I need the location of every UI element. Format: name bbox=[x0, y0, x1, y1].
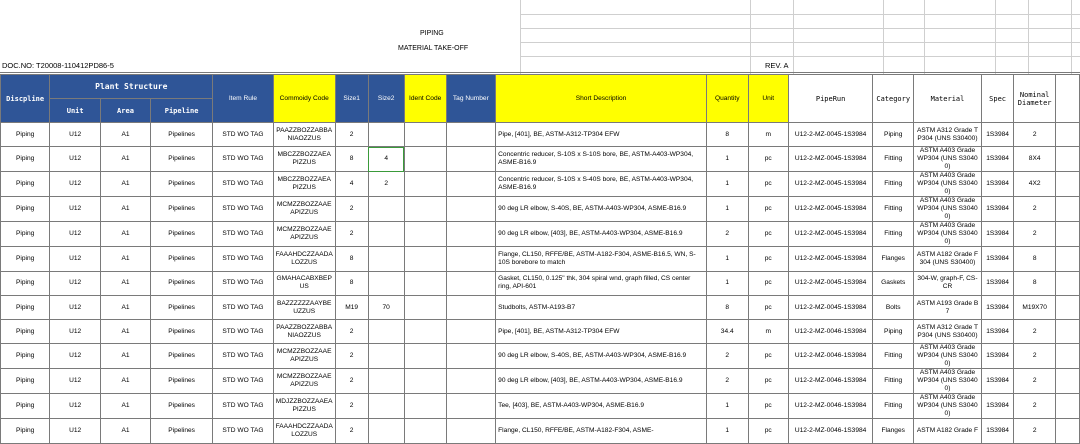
cell-piperun[interactable]: U12-2-MZ-0045-1S3984 bbox=[788, 222, 872, 247]
col-size2[interactable]: Size2 bbox=[368, 75, 404, 123]
cell-tag-number[interactable] bbox=[446, 197, 496, 222]
cell-commodity-code[interactable]: MCMZZBOZZAAEAPIZZUS bbox=[273, 369, 335, 394]
cell-unit[interactable]: U12 bbox=[50, 222, 101, 247]
col-size1[interactable]: Size1 bbox=[335, 75, 368, 123]
cell-size2[interactable]: 2 bbox=[368, 172, 404, 197]
col-item-rule[interactable]: Item Rule bbox=[213, 75, 273, 123]
cell-size2[interactable] bbox=[368, 222, 404, 247]
cell-item-rule[interactable]: STD WO TAG bbox=[213, 123, 273, 147]
cell-unit[interactable]: U12 bbox=[50, 247, 101, 271]
cell-size1[interactable]: 2 bbox=[335, 369, 368, 394]
cell-extra[interactable] bbox=[1055, 295, 1079, 319]
col-discipline[interactable]: Discpline bbox=[1, 75, 50, 123]
cell-tag-number[interactable] bbox=[446, 247, 496, 271]
cell-unit-of-measure[interactable]: pc bbox=[748, 271, 788, 295]
col-ident-code[interactable]: Ident Code bbox=[404, 75, 446, 123]
col-category[interactable]: Category bbox=[873, 75, 914, 123]
cell-pipeline[interactable]: Pipelines bbox=[150, 247, 212, 271]
col-pipeline[interactable]: Pipeline bbox=[150, 99, 212, 123]
table-row bbox=[1, 419, 1080, 443]
cell-nominal-diameter[interactable]: 2 bbox=[1014, 394, 1056, 419]
cell-discipline[interactable]: Piping bbox=[1, 344, 50, 369]
cell-pipeline[interactable]: Pipelines bbox=[150, 344, 212, 369]
table-row bbox=[1, 172, 1080, 197]
cell-category[interactable]: Fitting bbox=[873, 369, 914, 394]
cell-piperun[interactable]: U12-2-MZ-0046-1S3984 bbox=[788, 320, 872, 344]
mto-table bbox=[0, 74, 1080, 444]
table-row bbox=[1, 369, 1080, 394]
cell-spec[interactable]: 1S3984 bbox=[981, 147, 1013, 172]
cell-ident-code[interactable] bbox=[404, 247, 446, 271]
cell-quantity[interactable]: 34.4 bbox=[706, 320, 748, 344]
cell-material[interactable]: ASTM A403 Grade WP304 (UNS S30400) bbox=[914, 222, 982, 247]
col-unit[interactable]: Unit bbox=[748, 75, 788, 123]
cell-tag-number[interactable] bbox=[446, 123, 496, 147]
cell-area[interactable]: A1 bbox=[101, 295, 151, 319]
cell-size1[interactable]: 2 bbox=[335, 123, 368, 147]
sheet-subtitle: MATERIAL TAKE-OFF bbox=[398, 45, 469, 52]
cell-unit-of-measure[interactable]: m bbox=[748, 123, 788, 147]
col-quantity[interactable]: Quantity bbox=[706, 75, 748, 123]
cell-nominal-diameter[interactable]: 4X2 bbox=[1014, 172, 1056, 197]
cell-spec[interactable]: 1S3984 bbox=[981, 247, 1013, 271]
cell-size1[interactable]: 2 bbox=[335, 419, 368, 443]
cell-spec[interactable]: 1S3984 bbox=[981, 394, 1013, 419]
cell-short-description[interactable]: 90 deg LR elbow, S-40S, BE, ASTM-A403-WP304, ASME-B16.9 bbox=[496, 344, 707, 369]
cell-nominal-diameter[interactable]: 2 bbox=[1014, 123, 1056, 147]
cell-area[interactable]: A1 bbox=[101, 271, 151, 295]
cell-size2[interactable] bbox=[368, 247, 404, 271]
cell-material[interactable]: ASTM A312 Grade TP304 (UNS S30400) bbox=[914, 320, 982, 344]
cell-extra[interactable] bbox=[1055, 147, 1079, 172]
cell-tag-number[interactable] bbox=[446, 419, 496, 443]
cell-piperun[interactable]: U12-2-MZ-0045-1S3984 bbox=[788, 123, 872, 147]
cell-size1[interactable]: 4 bbox=[335, 172, 368, 197]
cell-item-rule[interactable]: STD WO TAG bbox=[213, 369, 273, 394]
cell-size1[interactable]: 8 bbox=[335, 271, 368, 295]
cell-discipline[interactable]: Piping bbox=[1, 197, 50, 222]
cell-material[interactable]: ASTM A403 Grade WP304 (UNS S30400) bbox=[914, 344, 982, 369]
cell-discipline[interactable]: Piping bbox=[1, 369, 50, 394]
cell-piperun[interactable]: U12-2-MZ-0045-1S3984 bbox=[788, 197, 872, 222]
cell-area[interactable]: A1 bbox=[101, 147, 151, 172]
cell-category[interactable]: Bolts bbox=[873, 295, 914, 319]
cell-pipeline[interactable]: Pipelines bbox=[150, 419, 212, 443]
cell-material[interactable]: 304-W, graph-F, CS-CR bbox=[914, 271, 982, 295]
cell-spec[interactable]: 1S3984 bbox=[981, 369, 1013, 394]
cell-extra[interactable] bbox=[1055, 222, 1079, 247]
cell-extra[interactable] bbox=[1055, 247, 1079, 271]
cell-size2[interactable]: 70 bbox=[368, 295, 404, 319]
cell-short-description[interactable]: Pipe, [401], BE, ASTM-A312-TP304 EFW bbox=[496, 320, 707, 344]
cell-piperun[interactable]: U12-2-MZ-0046-1S3984 bbox=[788, 419, 872, 443]
cell-quantity[interactable]: 2 bbox=[706, 222, 748, 247]
cell-area[interactable]: A1 bbox=[101, 247, 151, 271]
cell-short-description[interactable]: 90 deg LR elbow, [403], BE, ASTM-A403-WP304, ASME-B16.9 bbox=[496, 222, 707, 247]
table-row bbox=[1, 344, 1080, 369]
title-area bbox=[0, 0, 1080, 74]
table-row bbox=[1, 147, 1080, 172]
cell-category[interactable]: Gaskets bbox=[873, 271, 914, 295]
cell-commodity-code[interactable]: MBCZZBOZZAEAPIZZUS bbox=[273, 147, 335, 172]
cell-tag-number[interactable] bbox=[446, 271, 496, 295]
cell-piperun[interactable]: U12-2-MZ-0045-1S3984 bbox=[788, 271, 872, 295]
cell-size1[interactable]: M19 bbox=[335, 295, 368, 319]
cell-tag-number[interactable] bbox=[446, 172, 496, 197]
cell-area[interactable]: A1 bbox=[101, 123, 151, 147]
cell-nominal-diameter[interactable]: 8 bbox=[1014, 271, 1056, 295]
col-spec[interactable]: Spec bbox=[981, 75, 1013, 123]
cell-pipeline[interactable]: Pipelines bbox=[150, 394, 212, 419]
cell-extra[interactable] bbox=[1055, 271, 1079, 295]
cell-commodity-code[interactable]: BAZZZZZZAAYBEUZZUS bbox=[273, 295, 335, 319]
cell-extra[interactable] bbox=[1055, 320, 1079, 344]
cell-item-rule[interactable]: STD WO TAG bbox=[213, 344, 273, 369]
cell-unit-of-measure[interactable]: pc bbox=[748, 344, 788, 369]
cell-pipeline[interactable]: Pipelines bbox=[150, 123, 212, 147]
col-tag-number[interactable]: Tag Number bbox=[446, 75, 496, 123]
cell-spec[interactable]: 1S3984 bbox=[981, 123, 1013, 147]
cell-size2[interactable] bbox=[368, 419, 404, 443]
cell-pipeline[interactable]: Pipelines bbox=[150, 369, 212, 394]
table-row bbox=[1, 222, 1080, 247]
cell-extra[interactable] bbox=[1055, 369, 1079, 394]
table-row bbox=[1, 247, 1080, 271]
cell-short-description[interactable]: Flange, CL150, RFFE/BE, ASTM-A182-F304, ASME-B16.5, WN, S-10S borebore to match bbox=[496, 247, 707, 271]
cell-tag-number[interactable] bbox=[446, 147, 496, 172]
cell-item-rule[interactable]: STD WO TAG bbox=[213, 247, 273, 271]
cell-item-rule[interactable]: STD WO TAG bbox=[213, 295, 273, 319]
cell-quantity[interactable]: 1 bbox=[706, 394, 748, 419]
col-area[interactable]: Area bbox=[101, 99, 151, 123]
cell-spec[interactable]: 1S3984 bbox=[981, 320, 1013, 344]
cell-spec[interactable]: 1S3984 bbox=[981, 197, 1013, 222]
cell-size2[interactable] bbox=[368, 394, 404, 419]
table-row bbox=[1, 295, 1080, 319]
cell-size1[interactable]: 2 bbox=[335, 344, 368, 369]
cell-extra[interactable] bbox=[1055, 419, 1079, 443]
cell-short-description[interactable]: Flange, CL150, RFFE/BE, ASTM-A182-F304, ASME- bbox=[496, 419, 707, 443]
col-commodity-code[interactable]: Commoidy Code bbox=[273, 75, 335, 123]
cell-item-rule[interactable]: STD WO TAG bbox=[213, 419, 273, 443]
cell-commodity-code[interactable]: MBCZZBOZZAEAPIZZUS bbox=[273, 172, 335, 197]
cell-ident-code[interactable] bbox=[404, 197, 446, 222]
cell-ident-code[interactable] bbox=[404, 344, 446, 369]
cell-spec[interactable]: 1S3984 bbox=[981, 172, 1013, 197]
cell-discipline[interactable]: Piping bbox=[1, 419, 50, 443]
cell-area[interactable]: A1 bbox=[101, 369, 151, 394]
doc-number: DOC.NO: T20008-110412PD86-5 bbox=[2, 61, 114, 70]
cell-size1[interactable]: 2 bbox=[335, 197, 368, 222]
cell-nominal-diameter[interactable]: 2 bbox=[1014, 222, 1056, 247]
cell-quantity[interactable]: 1 bbox=[706, 247, 748, 271]
cell-category[interactable]: Fitting bbox=[873, 222, 914, 247]
cell-pipeline[interactable]: Pipelines bbox=[150, 172, 212, 197]
cell-discipline[interactable]: Piping bbox=[1, 147, 50, 172]
cell-quantity[interactable]: 2 bbox=[706, 344, 748, 369]
cell-category[interactable]: Piping bbox=[873, 320, 914, 344]
cell-extra[interactable] bbox=[1055, 344, 1079, 369]
cell-category[interactable]: Piping bbox=[873, 123, 914, 147]
col-material[interactable]: Material bbox=[914, 75, 982, 123]
cell-commodity-code[interactable]: PAAZZBOZZABBANIAOZZUS bbox=[273, 320, 335, 344]
cell-ident-code[interactable] bbox=[404, 295, 446, 319]
cell-spec[interactable]: 1S3984 bbox=[981, 419, 1013, 443]
cell-size1[interactable]: 2 bbox=[335, 222, 368, 247]
cell-quantity[interactable]: 1 bbox=[706, 197, 748, 222]
cell-size1[interactable]: 8 bbox=[335, 147, 368, 172]
cell-short-description[interactable]: 90 deg LR elbow, [403], BE, ASTM-A403-WP304, ASME-B16.9 bbox=[496, 369, 707, 394]
cell-discipline[interactable]: Piping bbox=[1, 247, 50, 271]
cell-tag-number[interactable] bbox=[446, 320, 496, 344]
cell-piperun[interactable]: U12-2-MZ-0046-1S3984 bbox=[788, 344, 872, 369]
cell-discipline[interactable]: Piping bbox=[1, 123, 50, 147]
cell-area[interactable]: A1 bbox=[101, 197, 151, 222]
cell-short-description[interactable]: 90 deg LR elbow, S-40S, BE, ASTM-A403-WP304, ASME-B16.9 bbox=[496, 197, 707, 222]
cell-ident-code[interactable] bbox=[404, 320, 446, 344]
cell-commodity-code[interactable]: GMAHACABXBEPUS bbox=[273, 271, 335, 295]
cell-unit-of-measure[interactable]: pc bbox=[748, 147, 788, 172]
cell-piperun[interactable]: U12-2-MZ-0045-1S3984 bbox=[788, 172, 872, 197]
cell-category[interactable]: Fitting bbox=[873, 197, 914, 222]
cell-commodity-code[interactable]: PAAZZBOZZABBANIAOZZUS bbox=[273, 123, 335, 147]
cell-item-rule[interactable]: STD WO TAG bbox=[213, 147, 273, 172]
cell-nominal-diameter[interactable]: 8X4 bbox=[1014, 147, 1056, 172]
cell-size2[interactable] bbox=[368, 197, 404, 222]
cell-size2[interactable] bbox=[368, 344, 404, 369]
cell-category[interactable]: Fitting bbox=[873, 172, 914, 197]
cell-area[interactable]: A1 bbox=[101, 344, 151, 369]
cell-ident-code[interactable] bbox=[404, 394, 446, 419]
cell-quantity[interactable]: 1 bbox=[706, 147, 748, 172]
cell-quantity[interactable]: 1 bbox=[706, 271, 748, 295]
cell-nominal-diameter[interactable]: 2 bbox=[1014, 320, 1056, 344]
cell-area[interactable]: A1 bbox=[101, 320, 151, 344]
cell-piperun[interactable]: U12-2-MZ-0045-1S3984 bbox=[788, 147, 872, 172]
cell-commodity-code[interactable]: FAAAHDCZZAADALOZZUS bbox=[273, 419, 335, 443]
cell-unit[interactable]: U12 bbox=[50, 271, 101, 295]
cell-commodity-code[interactable]: MCMZZBOZZAAEAPIZZUS bbox=[273, 197, 335, 222]
cell-material[interactable]: ASTM A403 Grade WP304 (UNS S30400) bbox=[914, 369, 982, 394]
revision: REV. A bbox=[765, 61, 789, 70]
cell-area[interactable]: A1 bbox=[101, 394, 151, 419]
cell-material[interactable]: ASTM A403 Grade WP304 (UNS S30400) bbox=[914, 172, 982, 197]
cell-unit-of-measure[interactable]: pc bbox=[748, 419, 788, 443]
table-row bbox=[1, 320, 1080, 344]
cell-pipeline[interactable]: Pipelines bbox=[150, 295, 212, 319]
cell-unit-of-measure[interactable]: pc bbox=[748, 295, 788, 319]
table-row bbox=[1, 394, 1080, 419]
col-plant-structure[interactable]: Plant Structure bbox=[50, 75, 213, 99]
cell-size1[interactable]: 8 bbox=[335, 247, 368, 271]
cell-category[interactable]: Flanges bbox=[873, 247, 914, 271]
cell-unit[interactable]: U12 bbox=[50, 172, 101, 197]
cell-ident-code[interactable] bbox=[404, 222, 446, 247]
table-row bbox=[1, 123, 1080, 147]
cell-size2[interactable] bbox=[368, 369, 404, 394]
cell-discipline[interactable]: Piping bbox=[1, 295, 50, 319]
cell-unit-of-measure[interactable]: pc bbox=[748, 247, 788, 271]
cell-tag-number[interactable] bbox=[446, 394, 496, 419]
cell-unit[interactable]: U12 bbox=[50, 320, 101, 344]
cell-tag-number[interactable] bbox=[446, 222, 496, 247]
cell-size2[interactable]: 4 bbox=[368, 147, 404, 172]
cell-material[interactable]: ASTM A193 Grade B7 bbox=[914, 295, 982, 319]
cell-discipline[interactable]: Piping bbox=[1, 172, 50, 197]
cell-size1[interactable]: 2 bbox=[335, 320, 368, 344]
col-unit-sub[interactable]: Unit bbox=[50, 99, 101, 123]
cell-tag-number[interactable] bbox=[446, 295, 496, 319]
cell-material[interactable]: ASTM A403 Grade WP304 (UNS S30400) bbox=[914, 147, 982, 172]
cell-unit[interactable]: U12 bbox=[50, 295, 101, 319]
cell-material[interactable]: ASTM A182 Grade F bbox=[914, 419, 982, 443]
cell-category[interactable]: Flanges bbox=[873, 419, 914, 443]
cell-commodity-code[interactable]: MCMZZBOZZAAEAPIZZUS bbox=[273, 222, 335, 247]
cell-piperun[interactable]: U12-2-MZ-0046-1S3984 bbox=[788, 394, 872, 419]
cell-size2[interactable] bbox=[368, 123, 404, 147]
cell-short-description[interactable]: Gasket, CL150, 0.125" thk, 304 spiral wnd, graph filled, CS center ring, API-601 bbox=[496, 271, 707, 295]
cell-nominal-diameter[interactable]: 2 bbox=[1014, 369, 1056, 394]
cell-piperun[interactable]: U12-2-MZ-0045-1S3984 bbox=[788, 295, 872, 319]
cell-unit-of-measure[interactable]: pc bbox=[748, 394, 788, 419]
cell-spec[interactable]: 1S3984 bbox=[981, 295, 1013, 319]
cell-item-rule[interactable]: STD WO TAG bbox=[213, 320, 273, 344]
cell-extra[interactable] bbox=[1055, 123, 1079, 147]
cell-unit-of-measure[interactable]: pc bbox=[748, 369, 788, 394]
cell-unit-of-measure[interactable]: pc bbox=[748, 172, 788, 197]
cell-item-rule[interactable]: STD WO TAG bbox=[213, 222, 273, 247]
cell-area[interactable]: A1 bbox=[101, 172, 151, 197]
cell-nominal-diameter[interactable]: 8 bbox=[1014, 247, 1056, 271]
cell-nominal-diameter[interactable]: 2 bbox=[1014, 344, 1056, 369]
cell-discipline[interactable]: Piping bbox=[1, 394, 50, 419]
cell-nominal-diameter[interactable]: M19X70 bbox=[1014, 295, 1056, 319]
cell-commodity-code[interactable]: MDJZZBOZZAAEAPIZZUS bbox=[273, 394, 335, 419]
cell-ident-code[interactable] bbox=[404, 271, 446, 295]
cell-ident-code[interactable] bbox=[404, 369, 446, 394]
cell-nominal-diameter[interactable]: 2 bbox=[1014, 197, 1056, 222]
cell-pipeline[interactable]: Pipelines bbox=[150, 197, 212, 222]
cell-spec[interactable]: 1S3984 bbox=[981, 222, 1013, 247]
cell-short-description[interactable]: Pipe, [401], BE, ASTM-A312-TP304 EFW bbox=[496, 123, 707, 147]
cell-size1[interactable]: 2 bbox=[335, 394, 368, 419]
cell-unit[interactable]: U12 bbox=[50, 147, 101, 172]
cell-ident-code[interactable] bbox=[404, 419, 446, 443]
cell-size2[interactable] bbox=[368, 320, 404, 344]
cell-unit[interactable]: U12 bbox=[50, 197, 101, 222]
cell-item-rule[interactable]: STD WO TAG bbox=[213, 197, 273, 222]
cell-discipline[interactable]: Piping bbox=[1, 271, 50, 295]
cell-unit-of-measure[interactable]: m bbox=[748, 320, 788, 344]
cell-material[interactable]: ASTM A312 Grade TP304 (UNS S30400) bbox=[914, 123, 982, 147]
cell-item-rule[interactable]: STD WO TAG bbox=[213, 172, 273, 197]
cell-discipline[interactable]: Piping bbox=[1, 320, 50, 344]
col-nominal-diameter[interactable]: Nominal Diameter bbox=[1014, 75, 1056, 123]
cell-piperun[interactable]: U12-2-MZ-0045-1S3984 bbox=[788, 247, 872, 271]
col-short-description[interactable]: Short Description bbox=[496, 75, 707, 123]
cell-unit-of-measure[interactable]: pc bbox=[748, 197, 788, 222]
cell-category[interactable]: Fitting bbox=[873, 394, 914, 419]
cell-unit[interactable]: U12 bbox=[50, 394, 101, 419]
cell-spec[interactable]: 1S3984 bbox=[981, 271, 1013, 295]
cell-pipeline[interactable]: Pipelines bbox=[150, 222, 212, 247]
cell-short-description[interactable]: Concentric reducer, S-10S x S-10S bore, BE, ASTM-A403-WP304, ASME-B16.9 bbox=[496, 147, 707, 172]
cell-category[interactable]: Fitting bbox=[873, 344, 914, 369]
cell-category[interactable]: Fitting bbox=[873, 147, 914, 172]
cell-material[interactable]: ASTM A182 Grade F 304 (UNS S30400) bbox=[914, 247, 982, 271]
cell-short-description[interactable]: Concentric reducer, S-10S x S-40S bore, BE, ASTM-A403-WP304, ASME-B16.9 bbox=[496, 172, 707, 197]
cell-pipeline[interactable]: Pipelines bbox=[150, 271, 212, 295]
cell-tag-number[interactable] bbox=[446, 369, 496, 394]
cell-commodity-code[interactable]: MCMZZBOZZAAEAPIZZUS bbox=[273, 344, 335, 369]
cell-discipline[interactable]: Piping bbox=[1, 222, 50, 247]
cell-quantity[interactable]: 2 bbox=[706, 369, 748, 394]
cell-unit[interactable]: U12 bbox=[50, 369, 101, 394]
cell-ident-code[interactable] bbox=[404, 123, 446, 147]
cell-quantity[interactable]: 8 bbox=[706, 123, 748, 147]
cell-commodity-code[interactable]: FAAAHDCZZAADALOZZUS bbox=[273, 247, 335, 271]
cell-size2[interactable] bbox=[368, 271, 404, 295]
cell-piperun[interactable]: U12-2-MZ-0046-1S3984 bbox=[788, 369, 872, 394]
cell-pipeline[interactable]: Pipelines bbox=[150, 147, 212, 172]
table-row bbox=[1, 271, 1080, 295]
cell-short-description[interactable]: Studbolts, ASTM-A193-B7 bbox=[496, 295, 707, 319]
cell-short-description[interactable]: Tee, [403], BE, ASTM-A403-WP304, ASME-B16.9 bbox=[496, 394, 707, 419]
col-piperun[interactable]: PipeRun bbox=[788, 75, 872, 123]
cell-material[interactable]: ASTM A403 Grade WP304 (UNS S30400) bbox=[914, 197, 982, 222]
cell-quantity[interactable]: 8 bbox=[706, 295, 748, 319]
cell-material[interactable]: ASTM A403 Grade WP304 (UNS S30400) bbox=[914, 394, 982, 419]
cell-unit[interactable]: U12 bbox=[50, 419, 101, 443]
cell-quantity[interactable]: 1 bbox=[706, 172, 748, 197]
cell-pipeline[interactable]: Pipelines bbox=[150, 320, 212, 344]
cell-tag-number[interactable] bbox=[446, 344, 496, 369]
cell-unit-of-measure[interactable]: pc bbox=[748, 222, 788, 247]
cell-ident-code[interactable] bbox=[404, 147, 446, 172]
cell-extra[interactable] bbox=[1055, 172, 1079, 197]
table-row bbox=[1, 197, 1080, 222]
cell-item-rule[interactable]: STD WO TAG bbox=[213, 271, 273, 295]
cell-area[interactable]: A1 bbox=[101, 419, 151, 443]
cell-unit[interactable]: U12 bbox=[50, 123, 101, 147]
cell-unit[interactable]: U12 bbox=[50, 344, 101, 369]
cell-item-rule[interactable]: STD WO TAG bbox=[213, 394, 273, 419]
cell-extra[interactable] bbox=[1055, 197, 1079, 222]
cell-ident-code[interactable] bbox=[404, 172, 446, 197]
sheet-title: PIPING bbox=[420, 30, 444, 37]
cell-spec[interactable]: 1S3984 bbox=[981, 344, 1013, 369]
col-extra[interactable] bbox=[1055, 75, 1079, 123]
cell-extra[interactable] bbox=[1055, 394, 1079, 419]
cell-area[interactable]: A1 bbox=[101, 222, 151, 247]
cell-nominal-diameter[interactable]: 2 bbox=[1014, 419, 1056, 443]
cell-quantity[interactable]: 1 bbox=[706, 419, 748, 443]
